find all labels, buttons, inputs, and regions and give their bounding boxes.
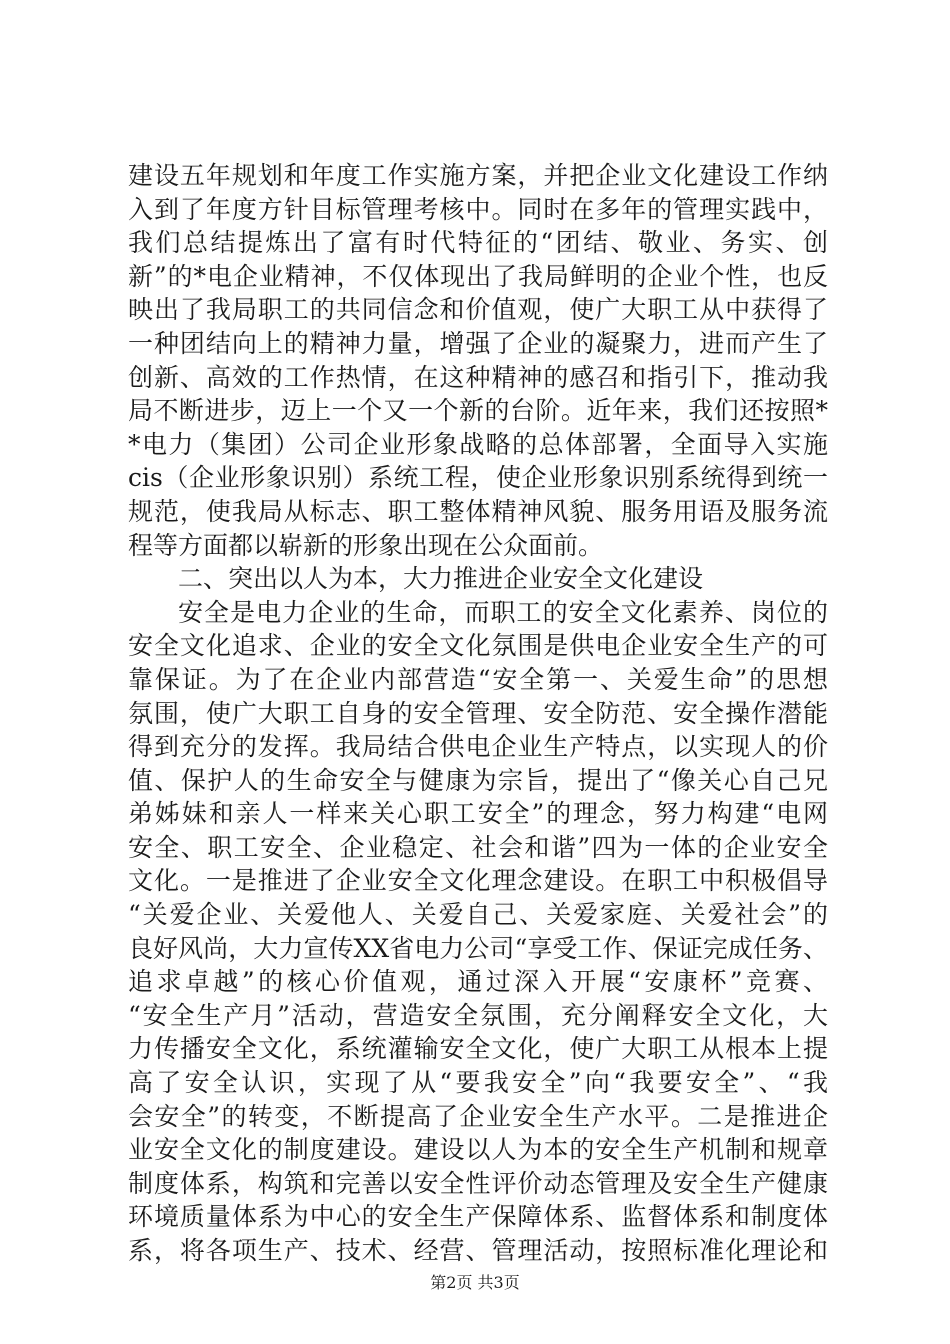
text-line: 程等方面都以崭新的形象出现在公众面前。 xyxy=(128,530,604,560)
page-number-footer: 第2页 共3页 xyxy=(430,1273,520,1292)
text-line: 文化。一是推进了企业安全文化理念建设。在职工中积极倡导 xyxy=(128,866,828,896)
document-body xyxy=(128,159,828,1268)
text-line: 一种团结向上的精神力量，增强了企业的凝聚力，进而产生了 xyxy=(128,328,828,358)
text-line: 业安全文化的制度建设。建设以人为本的安全生产机制和规章 xyxy=(128,1135,828,1165)
text-line: 安全文化追求、企业的安全文化氛围是供电企业安全生产的可 xyxy=(128,631,828,661)
text-line: cis（企业形象识别）系统工程，使企业形象识别系统得到统一 xyxy=(128,463,828,493)
text-line: 我们总结提炼出了富有时代特征的“团结、敬业、务实、创 xyxy=(128,228,828,258)
text-line: 值、保护人的生命安全与健康为宗旨，提出了“像关心自己兄 xyxy=(128,765,828,795)
text-line: 氛围，使广大职工自身的安全管理、安全防范、安全操作潜能 xyxy=(128,698,828,728)
text-line: 入到了年度方针目标管理考核中。同时在多年的管理实践中， xyxy=(128,194,828,224)
text-line: 力传播安全文化，系统灌输安全文化，使广大职工从根本上提 xyxy=(128,1034,828,1064)
text-line: 新”的*电企业精神，不仅体现出了我局鲜明的企业个性，也反 xyxy=(128,261,828,291)
text-line: “安全生产月”活动，营造安全氛围，充分阐释安全文化，大 xyxy=(128,1000,828,1030)
text-line: 会安全”的转变，不断提高了企业安全生产水平。二是推进企 xyxy=(128,1101,828,1131)
text-line: 系，将各项生产、技术、经营、管理活动，按照标准化理论和 xyxy=(128,1236,828,1265)
text-line: 良好风尚，大力宣传XX省电力公司“享受工作、保证完成任务、 xyxy=(128,933,828,963)
text-line: 弟姊妹和亲人一样来关心职工安全”的理念，努力构建“电网 xyxy=(128,799,828,829)
text-line: 建设五年规划和年度工作实施方案，并把企业文化建设工作纳 xyxy=(128,161,828,190)
text-line: “关爱企业、关爱他人、关爱自己、关爱家庭、关爱社会”的 xyxy=(128,900,828,930)
text-line: 靠保证。为了在企业内部营造“安全第一、关爱生命”的思想 xyxy=(128,664,828,694)
text-line: 得到充分的发挥。我局结合供电企业生产特点，以实现人的价 xyxy=(128,732,828,762)
text-line: 规范，使我局从标志、职工整体精神风貌、服务用语及服务流 xyxy=(128,496,828,526)
text-line: 环境质量体系为中心的安全生产保障体系、监督体系和制度体 xyxy=(128,1202,828,1232)
text-line: 映出了我局职工的共同信念和价值观，使广大职工从中获得了 xyxy=(128,295,828,325)
text-line: 创新、高效的工作热情，在这种精神的感召和指引下，推动我 xyxy=(128,362,828,392)
section-heading: 二、突出以人为本，大力推进企业安全文化建设 xyxy=(178,564,704,594)
paragraph-first-line: 安全是电力企业的生命，而职工的安全文化素养、岗位的 xyxy=(178,597,828,627)
text-line: *电力（集团）公司企业形象战略的总体部署，全面导入实施 xyxy=(128,429,828,459)
text-line: 安全、职工安全、企业稳定、社会和谐”四为一体的企业安全 xyxy=(128,832,828,862)
text-line: 追求卓越”的核心价值观，通过深入开展“安康杯”竞赛、 xyxy=(128,967,828,997)
text-line: 高了安全认识，实现了从“要我安全”向“我要安全”、“我 xyxy=(128,1068,828,1098)
text-line: 制度体系，构筑和完善以安全性评价动态管理及安全生产健康 xyxy=(128,1168,828,1198)
text-line: 局不断进步，迈上一个又一个新的台阶。近年来，我们还按照* xyxy=(128,396,828,426)
